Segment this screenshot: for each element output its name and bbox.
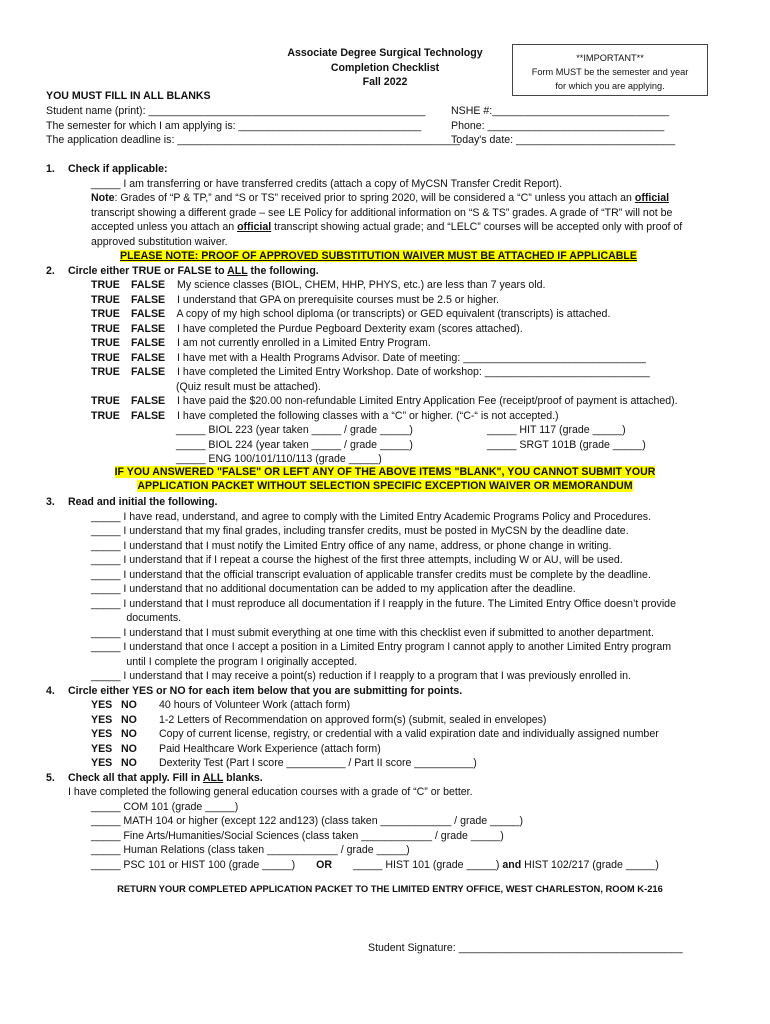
statement: I have completed the Limited Entry Workshop. Date of workshop: ____________________________ (177, 366, 650, 378)
warning-line: IF YOU ANSWERED "FALSE" OR LEFT ANY OF THE ABOVE ITEMS "BLANK", YOU CANNOT SUBMIT YOUR (114, 466, 656, 478)
no-option[interactable]: NO (121, 713, 137, 726)
true-false-row (91, 409, 559, 423)
no-option[interactable]: NO (121, 699, 137, 711)
point-item: Dexterity Test (Part I score __________ / Part II score __________) (159, 757, 477, 769)
true-false-row (91, 394, 678, 408)
note-text: : Grades of “P & TP,” and “S or TS” received prior to spring 2020, will be considered a “C” unless you attach an (114, 192, 635, 204)
statement: I understand that GPA on prerequisite courses must be 2.5 or higher. (177, 293, 499, 306)
title-line: Completion Checklist (330, 61, 440, 74)
true-false-row (91, 322, 523, 336)
yes-option[interactable]: YES (91, 713, 113, 726)
false-option[interactable]: FALSE (130, 337, 166, 349)
false-option[interactable]: FALSE (130, 366, 166, 378)
false-option[interactable]: FALSE (130, 395, 166, 407)
deadline-field[interactable]: The application deadline is: ________________________________________________ (46, 134, 461, 146)
true-option[interactable]: TRUE (91, 351, 120, 364)
heading-text: Circle either TRUE or FALSE to (68, 264, 228, 277)
official-emphasis: official (634, 192, 670, 204)
statement: I have paid the $20.00 non-refundable Limited Entry Application Fee (receipt/proof of payment is attached). (177, 395, 678, 407)
yes-option[interactable]: YES (91, 728, 113, 740)
yes-option[interactable]: YES (91, 742, 113, 755)
initial-line[interactable]: _____ I understand that once I accept a position in a Limited Entry program I cannot apply to another Limited Entry program (91, 641, 672, 653)
yes-no-row (91, 742, 381, 756)
psc-hist-option: _____ PSC 101 or HIST 100 (grade _____) (91, 858, 296, 871)
no-option[interactable]: NO (121, 757, 137, 769)
initial-line[interactable]: _____ I understand that my final grades, including transfer credits, must be posted in MyCSN by the deadline date. (91, 525, 629, 537)
heading-text: Check all that apply. Fill in (68, 771, 203, 784)
statement: I have completed the Purdue Pegboard Dexterity exam (scores attached). (177, 322, 523, 335)
yes-no-row (91, 756, 477, 770)
false-option[interactable]: FALSE (130, 351, 166, 364)
please-note-text: PLEASE NOTE: PROOF OF APPROVED SUBSTITUTION WAIVER MUST BE ATTACHED IF APPLICABLE (120, 250, 637, 262)
phone-field[interactable]: Phone: ______________________________ (451, 119, 665, 132)
no-option[interactable]: NO (121, 742, 137, 755)
initial-line[interactable]: _____ I understand that I may receive a point(s) reduction if I reapply to a program that I was previously enrolled in. (91, 670, 631, 682)
statement: My science classes (BIOL, CHEM, HHP, PHYS, etc.) are less than 7 years old. (177, 279, 546, 291)
important-box (512, 44, 708, 96)
true-false-row (91, 351, 646, 365)
gen-ed-line[interactable] (91, 858, 659, 872)
initial-line-continuation: until I complete the program I originally accepted. (91, 655, 358, 668)
point-item: Copy of current license, registry, or credential with a valid expiration date and individually assigned number (159, 728, 659, 740)
section-number: 4. (46, 684, 55, 697)
course-line[interactable]: _____ SRGT 101B (grade _____) (487, 438, 646, 451)
title-line: Associate Degree Surgical Technology (287, 47, 483, 59)
initial-line[interactable]: _____ I understand that if I repeat a course the highest of the first three attempts, including W or AU, will be used. (91, 554, 623, 566)
no-option[interactable]: NO (121, 728, 137, 740)
false-option[interactable]: FALSE (130, 322, 166, 335)
true-false-row (91, 278, 545, 292)
transfer-credit-line[interactable]: _____ I am transferring or have transferred credits (attach a copy of MyCSN Transfer Credit Report). (91, 177, 563, 190)
statement: A copy of my high school diploma (or transcripts) or GED equivalent (transcripts) is attached. (176, 308, 611, 320)
note-line: approved substitution waiver. (91, 235, 228, 248)
statement: I have met with a Health Programs Advisor. Date of meeting: _______________________________ (177, 351, 646, 364)
true-false-row (91, 365, 650, 379)
nshe-field[interactable]: NSHE #:______________________________ (451, 105, 669, 117)
initial-line[interactable]: _____ I understand that the official transcript evaluation of applicable transfer credits must be complete by the deadline. (91, 568, 651, 581)
true-option[interactable]: TRUE (91, 322, 120, 335)
important-line: Form MUST be the semester and year (531, 67, 689, 77)
gen-ed-intro: I have completed the following general education courses with a grade of “C” or better. (68, 786, 473, 798)
true-option[interactable]: TRUE (91, 279, 120, 291)
course-line[interactable]: _____ HIT 117 (grade _____) (487, 424, 626, 436)
warning-banner (60, 465, 710, 494)
point-item: Paid Healthcare Work Experience (attach form) (159, 742, 381, 755)
please-note-banner (120, 249, 637, 263)
course-line[interactable]: _____ ENG 100/101/110/113 (grade _____) (176, 453, 382, 465)
important-line: for which you are applying. (555, 81, 665, 91)
gen-ed-line[interactable]: _____ COM 101 (grade _____) (91, 800, 239, 813)
yes-no-row (91, 698, 350, 712)
initial-line[interactable]: _____ I understand that I must notify the Limited Entry office of any name, address, or phone change in writing. (91, 539, 612, 552)
true-option[interactable]: TRUE (91, 337, 120, 349)
initial-line[interactable]: _____ I understand that I must submit everything at one time with this checklist even if submitted to another department. (91, 626, 654, 639)
warning-line: APPLICATION PACKET WITHOUT SELECTION SPECIFIC EXCEPTION WAIVER OR MEMORANDUM (137, 480, 633, 493)
yes-no-row (91, 727, 659, 741)
section-4-heading: Circle either YES or NO for each item below that you are submitting for points. (68, 684, 463, 697)
gen-ed-line[interactable]: _____ Fine Arts/Humanities/Social Sciences (class taken ____________ / grade _____) (91, 829, 504, 842)
true-option[interactable]: TRUE (91, 395, 120, 407)
all-emphasis: ALL (227, 264, 248, 277)
false-option[interactable]: FALSE (130, 279, 166, 291)
section-number: 2. (46, 264, 55, 277)
section-2-heading (68, 264, 319, 278)
note-line (91, 191, 669, 205)
note-label: Note (91, 192, 115, 204)
section-number: 3. (46, 496, 55, 508)
heading-text: blanks. (223, 771, 263, 784)
or-separator: OR (316, 858, 333, 871)
course-line[interactable]: _____ BIOL 223 (year taken _____ / grade _____) (176, 424, 413, 436)
fill-all-heading: YOU MUST FILL IN ALL BLANKS (46, 90, 211, 102)
statement: I have completed the following classes with a “C” or higher. (“C-“ is not accepted.) (177, 409, 559, 422)
gen-ed-line[interactable]: _____ MATH 104 or higher (except 122 and123) (class taken ____________ / grade _____) (91, 815, 524, 827)
course-line[interactable]: _____ BIOL 224 (year taken _____ / grade _____) (176, 438, 413, 451)
note-line (91, 220, 682, 234)
true-false-row (91, 293, 499, 307)
note-line: transcript showing a different grade – see LE Policy for additional information on “S & TS” grades. A grade of “TR” will not be (91, 206, 673, 219)
yes-option[interactable]: YES (91, 699, 113, 711)
title-line: Fall 2022 (362, 76, 408, 88)
official-emphasis: official (237, 221, 272, 233)
document-title (250, 46, 520, 90)
note-text: accepted unless you attach an (91, 221, 238, 233)
gen-ed-line[interactable]: _____ Human Relations (class taken ____________ / grade _____) (91, 844, 410, 856)
section-3-heading: Read and initial the following. (68, 496, 218, 508)
false-option[interactable]: FALSE (130, 308, 166, 320)
yes-option[interactable]: YES (91, 757, 113, 769)
all-emphasis: ALL (202, 771, 224, 784)
point-item: 1-2 Letters of Recommendation on approved form(s) (submit, sealed in envelopes) (159, 713, 547, 726)
initial-line[interactable]: _____ I have read, understand, and agree to comply with the Limited Entry Academic Programs Policy and Procedures. (91, 510, 652, 523)
heading-text: the following. (247, 264, 319, 277)
todays-date-field[interactable]: Today's date: ___________________________ (451, 134, 676, 146)
section-number: 5. (46, 771, 55, 784)
signature-line[interactable]: Student Signature: ______________________________________ (368, 942, 683, 954)
important-title: **IMPORTANT** (576, 53, 644, 63)
and-separator: and (499, 858, 525, 871)
yes-no-row (91, 713, 546, 727)
point-item: 40 hours of Volunteer Work (attach form) (159, 699, 351, 711)
quiz-note: (Quiz result must be attached). (176, 380, 321, 393)
section-5-heading (68, 771, 263, 785)
false-option[interactable]: FALSE (130, 293, 166, 306)
initial-line[interactable]: _____ I understand that no additional documentation can be added to my application after the deadline. (91, 583, 576, 595)
semester-field[interactable]: The semester for which I am applying is: _______________________________ (46, 119, 422, 132)
hist-101-option: _____ HIST 101 (grade _____) (352, 858, 500, 871)
section-1-heading: Check if applicable: (68, 163, 168, 175)
initial-line[interactable]: _____ I understand that I must reproduce all documentation if I reapply in the future. The Limited Entry Office doesn’t provide (91, 597, 676, 610)
true-false-row (91, 307, 610, 321)
section-number: 1. (46, 163, 55, 175)
return-instructions: RETURN YOUR COMPLETED APPLICATION PACKET TO THE LIMITED ENTRY OFFICE, WEST CHARLESTON, ROOM K-216 (117, 883, 663, 894)
hist-102-option: HIST 102/217 (grade _____) (524, 858, 659, 871)
true-option[interactable]: TRUE (91, 409, 120, 422)
initial-line-continuation: documents. (91, 612, 182, 624)
statement: I am not currently enrolled in a Limited Entry Program. (177, 337, 431, 349)
true-option[interactable]: TRUE (91, 366, 120, 378)
student-name-field[interactable]: Student name (print): _______________________________________________ (46, 105, 426, 117)
false-option[interactable]: FALSE (130, 409, 166, 422)
true-false-row (91, 336, 431, 350)
true-option[interactable]: TRUE (91, 293, 120, 306)
note-text: transcript showing actual grade; and “LELC” courses will be accepted only with proof of (271, 221, 683, 233)
true-option[interactable]: TRUE (91, 308, 120, 320)
